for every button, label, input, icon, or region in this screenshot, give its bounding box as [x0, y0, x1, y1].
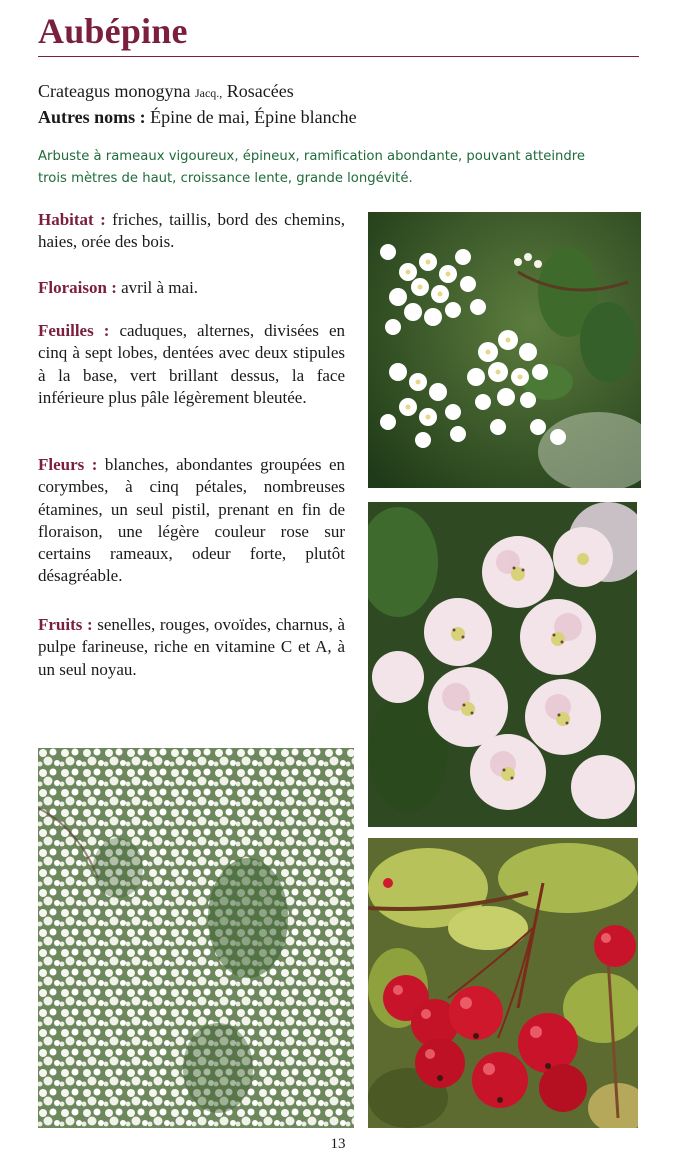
photo-flowering-shrub [38, 748, 354, 1128]
habitat-text: friches, taillis, bord des chemins, haies, orée des bois. [38, 210, 345, 252]
fruits-label: Fruits : [38, 615, 93, 634]
scientific-name-line [38, 80, 294, 104]
other-names-value: Épine de mai, Épine blanche [150, 107, 357, 127]
taxon-author: Jacq., [194, 86, 223, 100]
floraison-label: Floraison : [38, 278, 117, 297]
title-underline [38, 56, 639, 57]
floraison-section [38, 277, 345, 299]
habitat-label: Habitat : [38, 210, 106, 229]
photo-pink-blossoms [368, 502, 637, 827]
fruits-section [38, 614, 345, 681]
other-names-label: Autres noms : [38, 107, 146, 127]
photo-white-flower-clusters [368, 212, 641, 488]
feuilles-section [38, 320, 345, 409]
floraison-text: avril à mai. [121, 278, 199, 297]
fleurs-text: blanches, abondantes groupées en corymbes, à cinq pétales, nombreuses étamines, un seul pistil, prenant en fin de floraison, une légère couleur rose sur certains rameaux, odeur forte, plutôt désagréable. [38, 455, 345, 586]
scientific-name: Crateagus monogyna [38, 81, 191, 101]
feuilles-label: Feuilles : [38, 321, 110, 340]
fruits-text: senelles, rouges, ovoïdes, charnus, à pulpe farineuse, riche en vitamine C et A, à un seul noyau. [38, 615, 346, 679]
plant-description [38, 146, 643, 190]
page-number: 13 [330, 1136, 346, 1152]
description-line-1: Arbuste à rameaux vigoureux, épineux, ramification abondante, pouvant atteindre [38, 149, 585, 164]
plant-family: Rosacées [226, 81, 294, 101]
photo-red-berries [368, 838, 638, 1128]
description-line-2: trois mètres de haut, croissance lente, grande longévité. [38, 171, 413, 186]
other-names-line [38, 106, 357, 128]
fleurs-label: Fleurs : [38, 455, 98, 474]
feuilles-text: caduques, alternes, divisées en cinq à sept lobes, dentées avec deux stipules à la base, vert brillant dessus, la face inférieure plus pâle légèrement bleutée. [38, 321, 345, 407]
page-title: Aubépine [38, 11, 188, 51]
fleurs-section [38, 454, 345, 588]
habitat-section [38, 209, 345, 254]
